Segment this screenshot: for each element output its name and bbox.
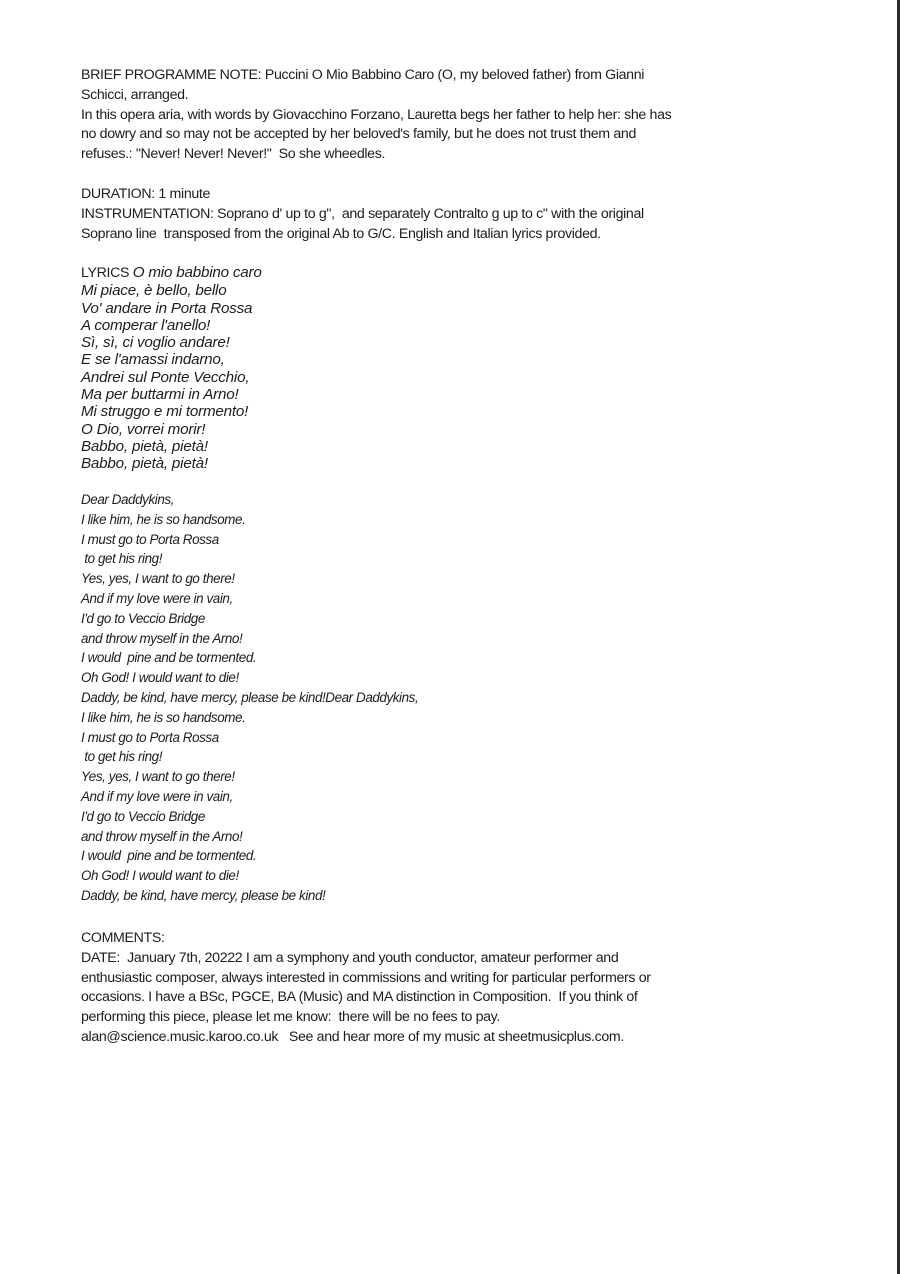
- comments-line: DATE: January 7th, 20222 I am a symphony and youth conductor, amateur performer and: [81, 949, 619, 966]
- lyrics-line: Sì, sì, ci voglio andare!: [81, 334, 230, 352]
- lyrics-line: Daddy, be kind, have mercy, please be kind!Dear Daddykins,: [81, 689, 419, 705]
- duration-line: DURATION: 1 minute: [81, 186, 211, 202]
- lyrics-line: Dear Daddykins,: [81, 492, 174, 507]
- comments-line: performing this piece, please let me know: there will be no fees to pay.: [81, 1009, 500, 1025]
- lyrics-line: And if my love were in vain,: [81, 590, 233, 606]
- instrumentation-line: INSTRUMENTATION: Soprano d' up to g", and separately Contralto g up to c" with the original: [81, 205, 644, 222]
- lyrics-line: I'd go to Veccio Bridge: [81, 808, 205, 824]
- lyrics-line: and throw myself in the Arno!: [81, 828, 243, 844]
- lyrics-line: And if my love were in vain,: [81, 788, 233, 804]
- lyrics-label: LYRICS: [81, 265, 133, 281]
- lyrics-line: Babbo, pietà, pietà!: [81, 437, 208, 455]
- english-lyrics: [81, 490, 781, 906]
- programme-note-line: Schicci, arranged.: [81, 86, 189, 103]
- lyrics-first-line: [81, 264, 781, 282]
- lyrics-line: and throw myself in the Arno!: [81, 630, 243, 646]
- lyrics-line: Oh God! I would want to die!: [81, 670, 239, 686]
- comments-line: enthusiastic composer, always interested in commissions and writing for particular performers or: [81, 969, 651, 986]
- lyrics-line: I'd go to Veccio Bridge: [81, 610, 205, 626]
- lyrics-line: Yes, yes, I want to go there!: [81, 571, 235, 587]
- lyrics-line: I would pine and be tormented.: [81, 650, 257, 666]
- programme-note: [81, 66, 781, 165]
- lyrics-line: I like him, he is so handsome.: [81, 511, 246, 527]
- lyrics-line: Vo' andare in Porta Rossa: [81, 299, 253, 317]
- comments-line: occasions. I have a BSc, PGCE, BA (Music) and MA distinction in Composition. If you think of: [81, 989, 638, 1006]
- lyrics-line: Ma per buttarmi in Arno!: [81, 386, 239, 404]
- lyrics-line: A comperar l'anello!: [81, 316, 211, 334]
- programme-note-line: refuses.: "Never! Never! Never!" So she wheedles.: [81, 146, 386, 162]
- lyrics-line: Yes, yes, I want to go there!: [81, 769, 235, 785]
- programme-note-line: In this opera aria, with words by Giovacchino Forzano, Lauretta begs her father to help her: she has: [81, 106, 672, 123]
- lyrics-line: I like him, he is so handsome.: [81, 709, 246, 725]
- lyrics-line: Oh God! I would want to die!: [81, 868, 239, 884]
- lyrics-line: E se l'amassi indarno,: [81, 351, 225, 369]
- duration-instrumentation: [81, 185, 781, 244]
- lyrics-line: Babbo, pietà, pietà!: [81, 455, 208, 473]
- lyrics-line: Mi piace, è bello, bello: [81, 282, 227, 300]
- lyrics-line: I must go to Porta Rossa: [81, 729, 219, 745]
- lyrics-line: I would pine and be tormented.: [81, 848, 257, 864]
- lyrics-line: Andrei sul Ponte Vecchio,: [81, 368, 250, 386]
- lyrics-line: to get his ring!: [81, 551, 163, 567]
- programme-note-line: no dowry and so may not be accepted by her beloved's family, but he does not trust them and: [81, 126, 636, 143]
- lyrics-line: to get his ring!: [81, 749, 163, 765]
- programme-note-line: BRIEF PROGRAMME NOTE: Puccini O Mio Babbino Caro (O, my beloved father) from Gianni: [81, 67, 645, 83]
- lyrics-line: Daddy, be kind, have mercy, please be kind!: [81, 887, 326, 903]
- instrumentation-line: Soprano line transposed from the original Ab to G/C. English and Italian lyrics provided.: [81, 225, 601, 242]
- lyrics-line: O mio babbino caro: [132, 264, 262, 281]
- comments-section: [81, 929, 781, 1048]
- contact-line: alan@science.music.karoo.co.uk See and hear more of my music at sheetmusicplus.com.: [81, 1028, 624, 1045]
- comments-heading: COMMENTS:: [81, 930, 165, 946]
- lyrics-line: O Dio, vorrei morir!: [81, 420, 206, 438]
- lyrics-line: Mi struggo e mi tormento!: [81, 403, 249, 421]
- italian-lyrics: [81, 264, 781, 473]
- lyrics-line: I must go to Porta Rossa: [81, 531, 219, 547]
